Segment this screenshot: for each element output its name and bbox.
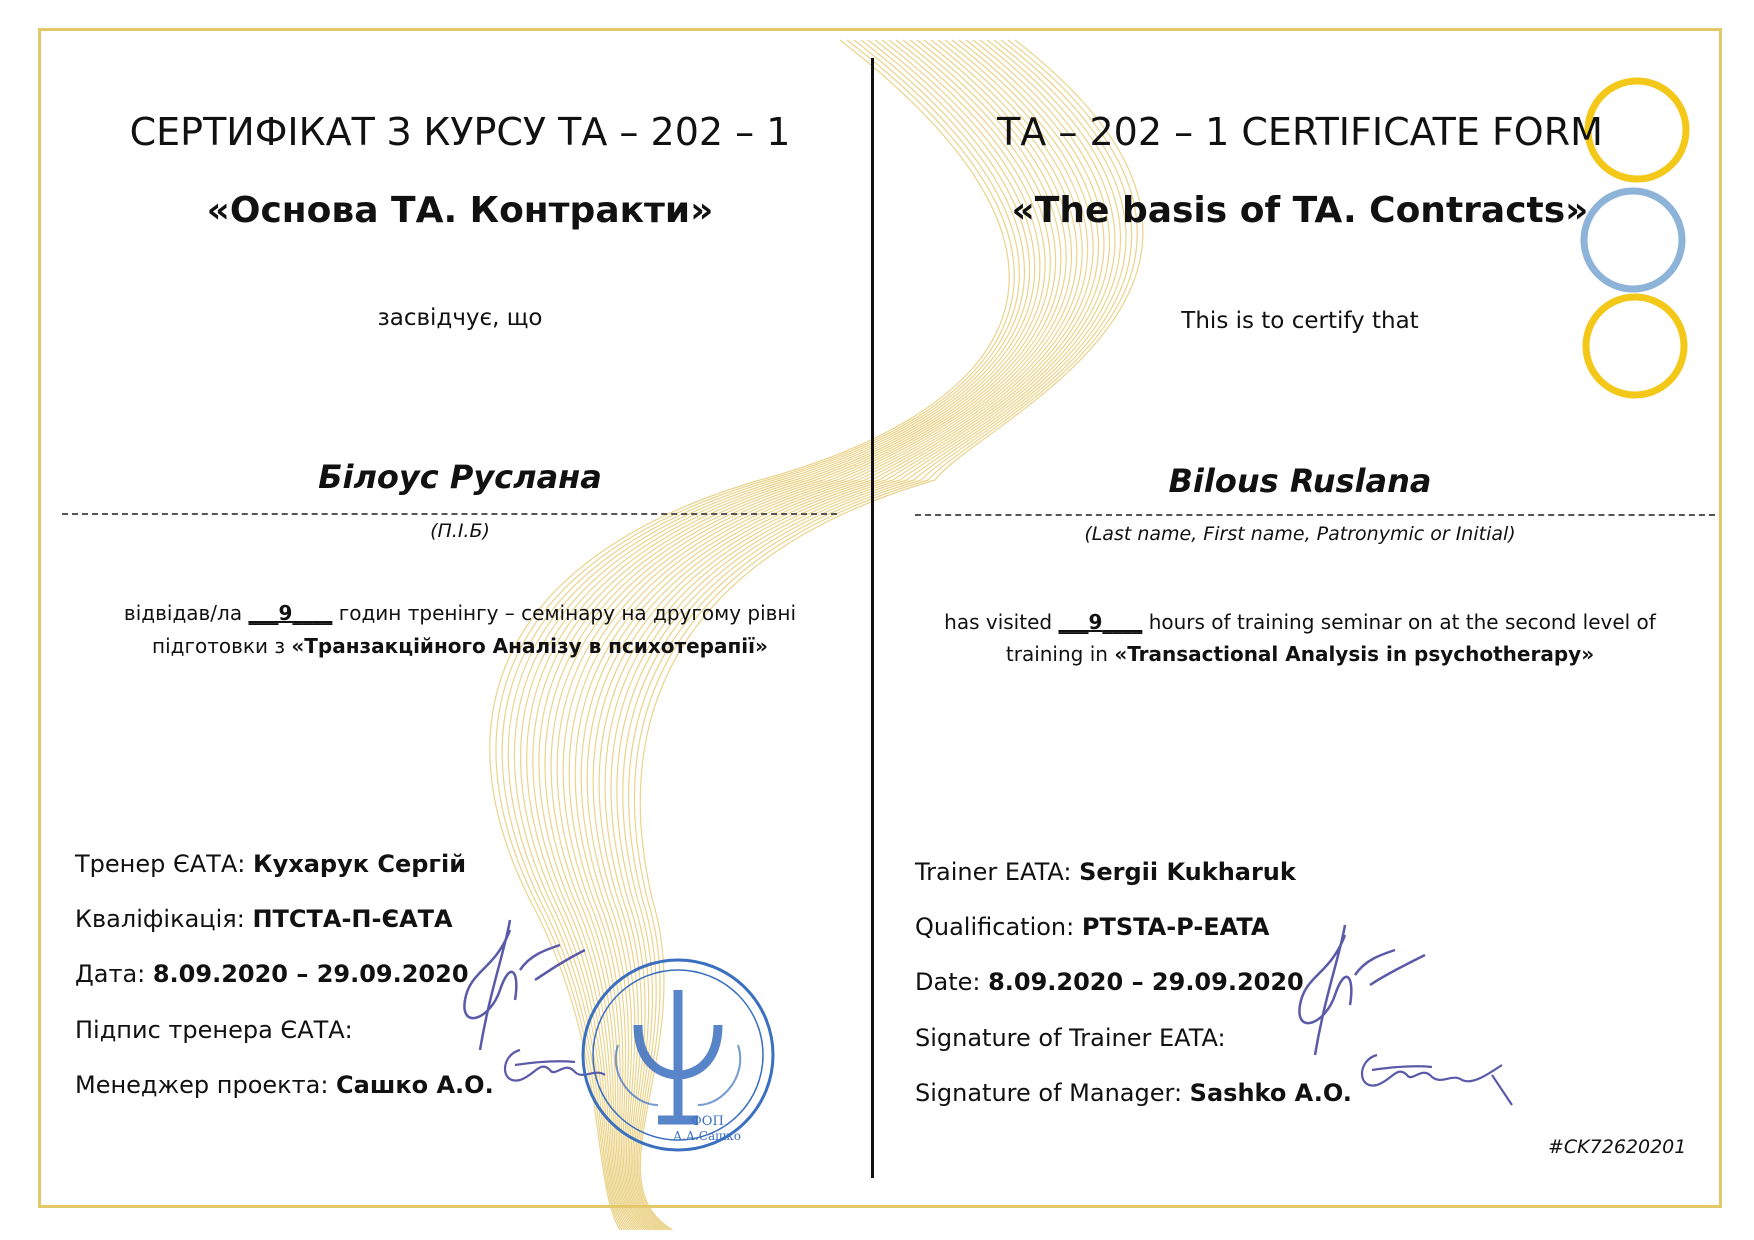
right-hours-value: 9 (1088, 610, 1103, 634)
left-visited-line (60, 597, 860, 630)
left-manager-row (75, 1071, 494, 1099)
right-title: ТА – 202 – 1 CERTIFICATE FORM (997, 110, 1603, 154)
left-manager-value: Сашко А.О. (336, 1071, 494, 1099)
left-date-label: Дата: (75, 960, 153, 988)
left-hours-blank-before: ___ (248, 601, 279, 625)
right-trainer-label: Trainer EATA: (915, 858, 1080, 886)
left-visited-suffix: годин тренінгу – семінару на другому рівні (332, 601, 797, 625)
left-training-line (60, 630, 860, 663)
left-certify-text: засвідчує, що (377, 305, 543, 331)
right-qualification-value: PTSTA-P-EATA (1081, 913, 1270, 941)
right-visited-prefix: has visited (944, 610, 1059, 634)
right-visited-suffix: hours of training seminar on at the second level of (1142, 610, 1656, 634)
left-manager-label: Менеджер проекта: (75, 1071, 337, 1099)
left-subtitle: «Основа ТА. Контракти» (206, 190, 714, 231)
left-hours-blank-after: ____ (292, 601, 333, 625)
left-name-caption: (П.І.Б) (430, 520, 490, 542)
right-hours-blank-after: ____ (1102, 610, 1143, 634)
right-name: Bilous Ruslana (1168, 462, 1432, 500)
left-hours-value: 9 (278, 601, 293, 625)
left-visited-prefix: відвідав/ла (123, 601, 249, 625)
right-training-course: «Transactional Analysis in psychotherapy» (1114, 642, 1595, 666)
left-date-row (75, 960, 469, 988)
right-training-prefix: training in (1005, 642, 1115, 666)
stamp-seal (578, 955, 778, 1155)
left-trainer-label: Тренер ЄАТА: (75, 850, 253, 878)
right-subtitle: «The basis of TA. Contracts» (1011, 190, 1589, 231)
left-name: Білоус Руслана (318, 458, 602, 496)
left-training-prefix: підготовки з (152, 634, 292, 658)
right-trainer-row (915, 858, 1296, 886)
right-qualification-label: Qualification: (915, 913, 1082, 941)
right-qualification-row (915, 913, 1269, 941)
left-trainer-row (75, 850, 466, 878)
right-date-row (915, 968, 1304, 996)
left-date-value: 8.09.2020 – 29.09.2020 (152, 960, 469, 988)
right-manager-value: Sashko A.O. (1189, 1079, 1352, 1107)
left-signature-label: Підпис тренера ЄАТА: (75, 1016, 353, 1044)
right-manager-signature (1352, 1045, 1522, 1115)
right-date-label: Date: (915, 968, 989, 996)
right-name-line (915, 514, 1715, 516)
right-name-caption: (Last name, First name, Patronymic or Initial) (1084, 523, 1516, 545)
right-certify-text: This is to certify that (1181, 308, 1419, 334)
left-training-course: «Транзакційного Аналізу в психотерапії» (291, 634, 768, 658)
left-qualification-row (75, 905, 453, 933)
stamp-text-line2: А.А.Сашко (673, 1129, 742, 1143)
right-trainer-value: Sergii Kukharuk (1079, 858, 1296, 886)
right-manager-label: Signature of Manager: (915, 1079, 1190, 1107)
right-training-line (900, 638, 1700, 671)
psi-seal-icon (638, 990, 718, 1120)
left-qualification-label: Кваліфікація: (75, 905, 253, 933)
right-hours-blank-before: ___ (1058, 610, 1089, 634)
left-name-line (62, 513, 837, 515)
right-visited-line (900, 606, 1700, 639)
left-trainer-value: Кухарук Сергій (252, 850, 467, 878)
left-qualification-value: ПТСТА-П-ЄАТА (252, 905, 453, 933)
right-date-value: 8.09.2020 – 29.09.2020 (988, 968, 1304, 996)
left-title: СЕРТИФІКАТ З КУРСУ ТА – 202 – 1 (129, 110, 791, 154)
certificate-number: #CK72620201 (1548, 1136, 1687, 1158)
center-divider (871, 58, 874, 1178)
right-manager-row (915, 1079, 1352, 1107)
right-signature-label: Signature of Trainer EATA: (915, 1024, 1226, 1052)
stamp-text-line1: ФОП (691, 1114, 724, 1129)
